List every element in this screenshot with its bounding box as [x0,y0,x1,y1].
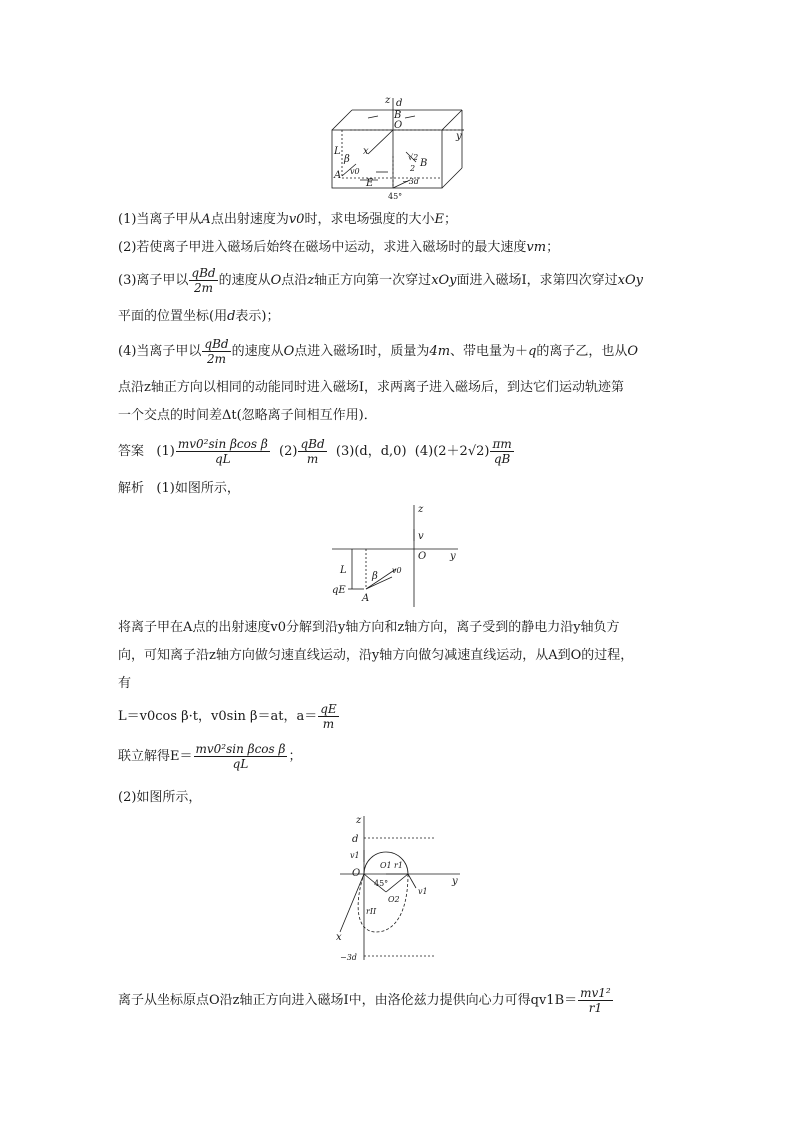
figure-2-velocity-decomposition [332,503,462,609]
answer-4-fraction: $\frac{\pi m}{qB}$ [492,437,512,466]
answer-2-fraction: $\frac{\text{qBd}}{m}$ [300,437,325,466]
fig2-qE-label: qE [332,585,346,596]
fig1-O-label: O [394,120,403,131]
solution-paragraph-line-2: 向，可知离子沿z轴方向做匀速直线运动，沿y轴方向做匀减速直线运动，从A到O的过程， [118,648,634,663]
question-4-line-1: (4)当离子甲以 $\frac{\text{qBd}}{2m}$ 的速度从O点进入磁场Ⅰ时，质量为4m、带电量为＋q的离子乙，也从O [118,337,639,366]
fig1-y-label: y [456,131,462,142]
fig1-v0-label: v0 [350,167,360,176]
fig3-y-label: y [452,876,458,887]
fig3-x-label: x [336,932,342,943]
eq2-fraction: $\frac{\text{mv0²sin βcos β}}{qL}$ [195,742,286,771]
fig3-minus3d-label: −3d [340,953,357,962]
fig1-Bfield-num: √2 [408,153,419,162]
eq1-fraction: $\frac{qE}{m}$ [320,702,337,731]
fig3-O1-label: O1 [380,861,392,870]
fig2-y-label: y [450,551,456,562]
equation-2: 联立解得E＝ $\frac{\text{mv0²sin βcos β}}{qL}$ ； [118,742,302,771]
fig1-z-label: z [385,95,391,106]
question-3-line-2: 平面的位置坐标(用d表示)； [118,309,280,324]
fig3-v1-label: v1 [350,851,360,860]
q3-fraction: $\frac{\text{qBd}}{2m}$ [191,266,216,295]
solution-part-2: (2)如图所示， [118,790,202,805]
fig1-B-label: B [394,110,402,121]
fig1-x-label: x [363,146,369,157]
question-3-line-1: (3)离子甲以 $\frac{\text{qBd}}{2m}$ 的速度从O点沿z轴正方向第一次穿过xOy面进入磁场Ⅰ，求第四次穿过xOy [118,266,644,295]
solution-intro: 解析 (1)如图所示， [118,481,240,496]
answer-line: 答案 (1) $\frac{\text{mv0²sin βcos β}}{qL}$ (2) $\frac{\text{qBd}}{m}$ (3)(d，d,0) (4)(2＋2√2) $\frac{\pi m}{qB}$ [118,437,512,466]
figure-1-field-region [330,96,470,206]
fig2-O-label: O [418,551,427,562]
equation-1: L＝v0cos β·t，v0sin β＝at，a＝ $\frac{qE}{m}$ [118,702,337,731]
solution-last-line: 离子从坐标原点O沿z轴正方向进入磁场Ⅰ中，由洛伦兹力提供向心力可得qv1B＝ $\frac{\text{mv1²}}{r1}$ [118,986,611,1015]
solution-paragraph-line-1: 将离子甲在A点的出射速度v0分解到沿y轴方向和z轴方向，离子受到的静电力沿y轴负方 [118,620,620,635]
fig1-L-label: L [334,146,341,157]
fig1-E-label: E [366,178,374,189]
fig3-angle-label: 45° [374,879,389,888]
fig3-z-label: z [356,815,362,826]
figure-3-trajectory [334,814,464,964]
fig1-Bfield-B: B [420,158,428,169]
fig3-rII-label: rII [366,907,377,916]
fig2-L-label: L [340,565,347,576]
fig3-d-label: d [352,834,359,845]
solution-paragraph-line-3: 有 [118,676,132,691]
fig1-Bfield-den: 2 [410,164,416,173]
fig2-z-label: z [418,504,424,515]
fig2-A-label: A [362,593,370,604]
fig1-d-label: d [396,98,403,109]
q4-fraction: $\frac{\text{qBd}}{2m}$ [204,337,229,366]
fig2-v0-label: v0 [392,566,402,575]
fig3-O-label: O [352,868,361,879]
fig1-beta-label: β [344,154,350,165]
fig1-minus3d-label: −3d [402,177,419,186]
last-fraction: $\frac{\text{mv1²}}{r1}$ [580,986,611,1015]
question-4-line-2: 点沿z轴正方向以相同的动能同时进入磁场Ⅰ，求两离子进入磁场后，到达它们运动轨迹第 [118,380,624,395]
question-1: (1)当离子甲从A点出射速度为v0时，求电场强度的大小E； [118,212,457,227]
answer-1-fraction: $\frac{\text{mv0²sin βcos β}}{qL}$ [177,437,268,466]
fig3-v1b-label: v1 [418,887,428,896]
fig1-A-label: A [334,170,342,181]
fig3-O2-label: O2 [388,895,400,904]
question-4-line-3: 一个交点的时间差Δt(忽略离子间相互作用)． [118,408,377,423]
fig3-r1-label: r1 [394,861,403,870]
fig2-beta-label: β [372,571,378,582]
fig1-angle-label: 45° [388,192,403,201]
question-2: (2)若使离子甲进入磁场后始终在磁场中运动，求进入磁场时的最大速度vm； [118,240,560,255]
fig2-v-label: v [418,531,424,542]
